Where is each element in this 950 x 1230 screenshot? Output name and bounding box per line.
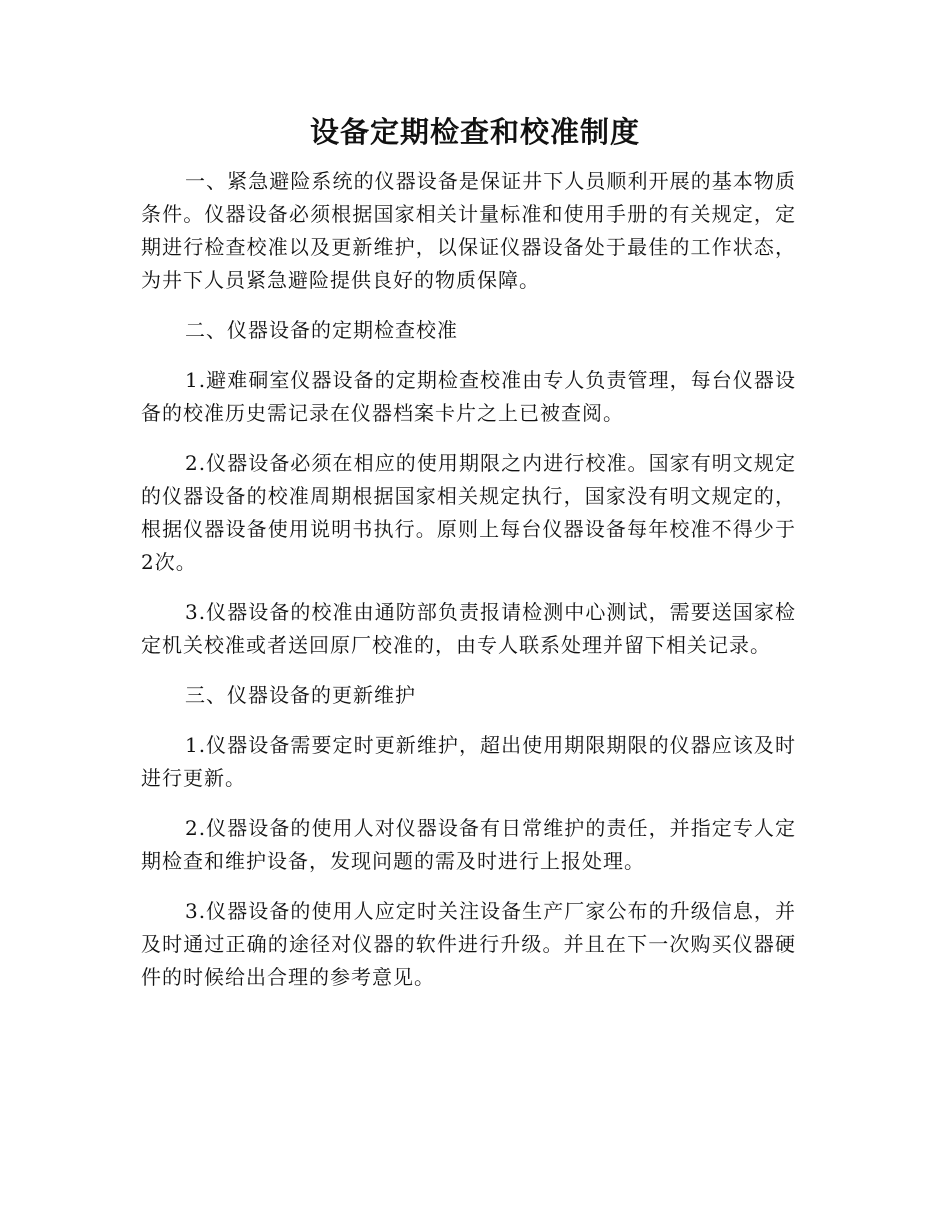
paragraph-intro: 一、紧急避险系统的仪器设备是保证井下人员顺利开展的基本物质条件。仪器设备必须根据国家相关计量标准和使用手册的有关规定，定期进行检查校准以及更新维护，以保证仪器设备处于最佳的工作状态，为井下人员紧急避险提供良好的物质保障。 <box>141 169 796 292</box>
section-heading-maintenance: 三、仪器设备的更新维护 <box>185 683 416 707</box>
paragraph-maintenance-3: 3.仪器设备的使用人应定时关注设备生产厂家公布的升级信息，并及时通过正确的途径对仪器的软件进行升级。并且在下一次购买仪器硬件的时候给出合理的参考意见。 <box>141 899 796 989</box>
paragraph-calibration-1: 1.避难硐室仪器设备的定期检查校准由专人负责管理，每台仪器设备的校准历史需记录在仪器档案卡片之上已被查阅。 <box>141 368 796 425</box>
paragraph-calibration-3: 3.仪器设备的校准由通防部负责报请检测中心测试，需要送国家检定机关校准或者送回原厂校准的，由专人联系处理并留下相关记录。 <box>141 600 796 657</box>
document-body <box>141 165 796 1011</box>
paragraph-maintenance-1: 1.仪器设备需要定时更新维护，超出使用期限期限的仪器应该及时进行更新。 <box>141 733 796 790</box>
section-heading-calibration: 二、仪器设备的定期检查校准 <box>185 318 458 342</box>
paragraph-calibration-2: 2.仪器设备必须在相应的使用期限之内进行校准。国家有明文规定的仪器设备的校准周期根据国家相关规定执行，国家没有明文规定的，根据仪器设备使用说明书执行。原则上每台仪器设备每年校准不得少于2次。 <box>141 451 796 574</box>
paragraph-maintenance-2: 2.仪器设备的使用人对仪器设备有日常维护的责任，并指定专人定期检查和维护设备，发现问题的需及时进行上报处理。 <box>141 816 796 873</box>
document-title: 设备定期检查和校准制度 <box>309 115 640 149</box>
